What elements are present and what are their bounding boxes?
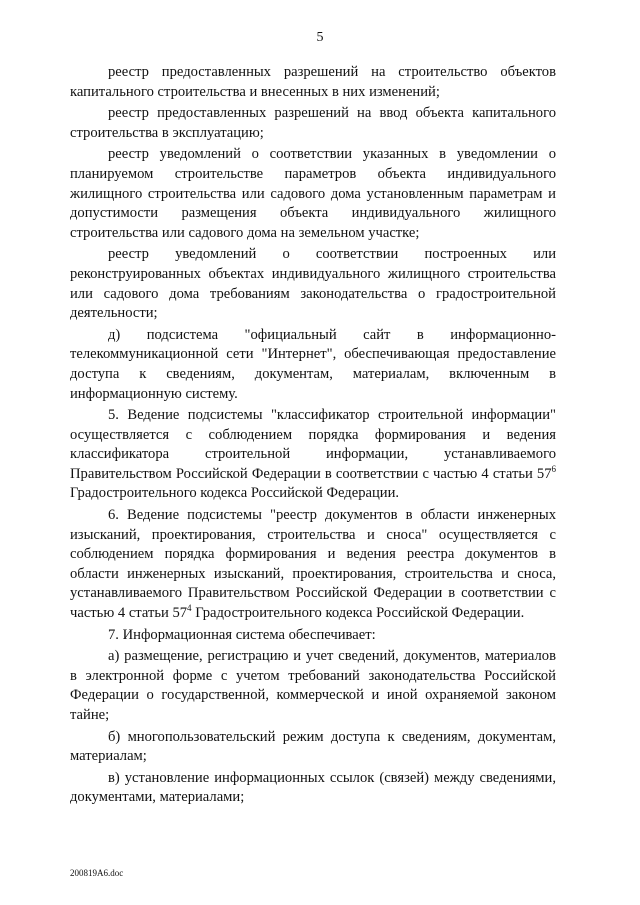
footer-filename: 200819А6.doc bbox=[70, 868, 124, 878]
paragraph-registry-planned-construction-notices: реестр уведомлений о соответствии указанных в уведомлении о планируемом строительстве параметров объекта индивидуального жилищного строительства или садового дома установленным параметрам и допустимости размещения объекта индивидуального жилищного строительства или садового дома на земельном участке; bbox=[70, 146, 556, 241]
paragraph-item-7-intro: 7. Информационная система обеспечивает: bbox=[108, 626, 376, 643]
paragraph-text: Градостроительного кодекса Российской Федерации. bbox=[191, 605, 525, 622]
paragraph-subsystem-official-site: д) подсистема "официальный сайт в информационно-телекоммуникационной сети "Интернет", обеспечивающая предоставление доступа к сведениям, документам, материалам, включенным в информационную систему. bbox=[70, 326, 556, 402]
paragraph-item-6-document-registry bbox=[70, 506, 556, 624]
paragraph-item-7b: б) многопользовательский режим доступа к сведениям, документам, материалам; bbox=[70, 728, 556, 765]
paragraph-registry-commissioning-permits: реестр предоставленных разрешений на ввод объекта капитального строительства в эксплуатацию; bbox=[70, 105, 556, 141]
paragraph-text: 6. Ведение подсистемы "реестр документов в области инженерных изысканий, проектирования, строительства и сноса" осуществляется с соблюдением порядка формирования и ведения реестра документов в области инженерных изысканий, проектирования, строительства и сноса, устанавливаемого Правительством Российской Федерации в соответствии с частью 4 статьи 57 bbox=[70, 507, 556, 622]
paragraph-registry-built-objects-notices: реестр уведомлений о соответствии построенных или реконструированных объектах индивидуального жилищного строительства или садового дома требованиям законодательства о градостроительной деятельности; bbox=[70, 246, 556, 322]
page-number: 5 bbox=[316, 30, 324, 45]
paragraph-registry-construction-permits: реестр предоставленных разрешений на строительство объектов капитального строительства и внесенных в них изменений; bbox=[70, 64, 556, 100]
superscript: 4 bbox=[187, 603, 192, 614]
paragraph-item-7a: а) размещение, регистрацию и учет сведений, документов, материалов в электронной форме с учетом требований законодательства Российской Федерации о государственной, коммерческой и иной охраняемой законом тайне; bbox=[70, 648, 556, 723]
document-body bbox=[70, 63, 556, 808]
superscript: 6 bbox=[551, 464, 556, 475]
paragraph-item-5-classifier bbox=[70, 406, 556, 504]
paragraph-item-7c: в) установление информационных ссылок (связей) между сведениями, документами, материалами; bbox=[70, 769, 556, 806]
paragraph-text: 5. Ведение подсистемы "классификатор строительной информации" осуществляется с соблюдением порядка формирования и ведения классификатора строительной информации, устанавливаемого Правительством Российской Федерации в соответствии с частью 4 статьи 57 bbox=[70, 407, 556, 482]
paragraph-text: Градостроительного кодекса Российской Федерации. bbox=[70, 485, 400, 502]
